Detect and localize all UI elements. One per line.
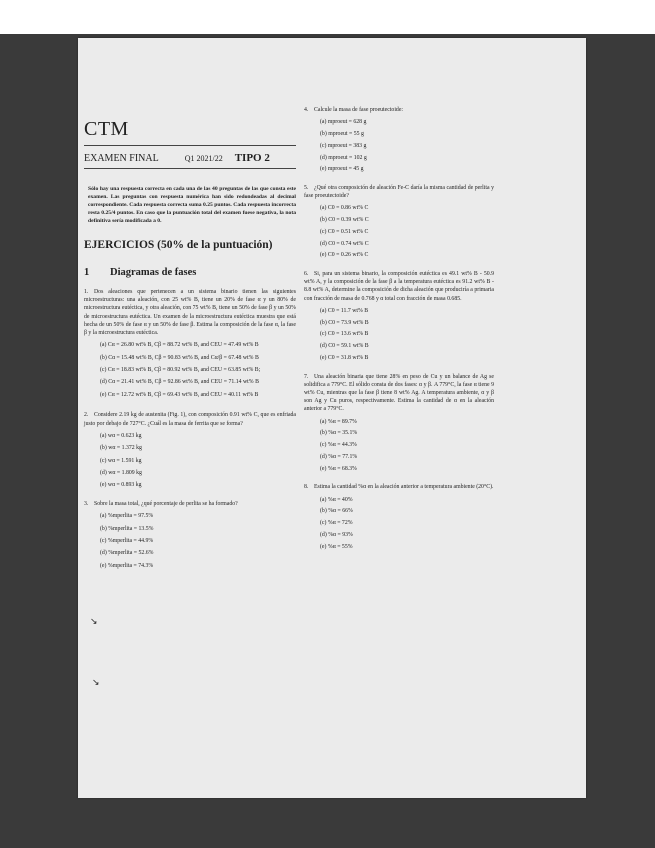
option-d[interactable]: (d) %α = 93% (320, 531, 353, 538)
option-c[interactable]: (c) %α = 72% (320, 520, 353, 527)
option-d[interactable]: (d) C0 = 59.1 wt% B (320, 343, 369, 350)
option-e[interactable]: (e) C0 = 31.8 wt% B (320, 354, 369, 361)
title-rule (84, 145, 296, 146)
option-d[interactable]: (d) wα = 1.809 kg (100, 469, 142, 476)
question-text: Calcule la masa de fase proeutectoide: (314, 107, 404, 113)
option-a[interactable]: (a) %α = 89.7% (320, 418, 357, 425)
instructions: Sólo hay una respuesta correcta en cada una de las 40 preguntas de las que consta este examen. Las preguntas con respuesta numérica han sido redondeadas al decimal correspondiente. Cada respuesta correcta suma 0.25 puntos. Cada respuesta incorrecta resta 0.25/4 puntos. En caso que la puntuación total del examen fuese negativa, la nota definitiva sería modificada a 0. (88, 186, 296, 224)
option-b[interactable]: (b) wα = 1.372 kg (100, 445, 142, 452)
question-1 (84, 288, 296, 337)
question-2 (84, 411, 296, 427)
option-d[interactable]: (d) C0 = 0.74 wt% C (320, 240, 369, 247)
option-b[interactable]: (b) %α = 35.1% (320, 430, 358, 437)
right-column (304, 106, 494, 555)
question-number: 5. (304, 184, 309, 191)
exam-tipo: TIPO 2 (234, 152, 270, 164)
question-text: ¿Qué otra composición de aleación Fe-C daría la misma cantidad de perlita y fase proeutectoide? (304, 184, 494, 200)
subsection-title (84, 267, 296, 278)
option-d[interactable]: (d) Cα = 21.41 wt% B, Cβ = 92.86 wt% B, and CEU = 71.14 wt% B (100, 379, 259, 386)
option-a[interactable]: (a) %α = 40% (320, 496, 353, 503)
question-number: 8. (304, 484, 309, 491)
question-text: Si, para un sistema binario, la composición eutéctica es 49.1 wt% B - 50.9 wt% A, y la composición de la fase β a la temperatura eutéctica es 91.2 wt% B - 8.8 wt% A, determine la composición de dicha aleación que produciría a primaria con fracción de masa de 0.768 y α total con fracción de masa 0.685. (304, 271, 494, 302)
question-8 (304, 483, 494, 491)
option-c[interactable]: (c) C0 = 13.6 wt% B (320, 331, 369, 338)
question-6-options (304, 308, 494, 363)
option-e[interactable]: (e) Cα = 12.72 wt% B, Cβ = 69.43 wt% B, and CEU = 40.11 wt% B (100, 391, 259, 398)
option-e[interactable]: (e) mproeut = 45 g (320, 166, 364, 173)
handwritten-check-mark-q2: ↘ (90, 617, 98, 627)
handwritten-check-mark-q3: ↘ (92, 678, 100, 688)
option-b[interactable]: (b) Cα = 15.48 wt% B, Cβ = 90.83 wt% B, and Cα/β = 67.48 wt% B (100, 354, 259, 361)
option-e[interactable]: (e) wα = 0.893 kg (100, 482, 142, 489)
option-a[interactable]: (a) C0 = 0.86 wt% C (320, 205, 369, 212)
question-2-options (84, 433, 296, 490)
question-number: 6. (304, 271, 309, 278)
question-text: Estima la cantidad %α en la aleación anterior a temperatura ambiente (20°C). (314, 484, 494, 491)
exam-header-line (84, 152, 296, 164)
option-d[interactable]: (d) %α = 77.1% (320, 453, 358, 460)
option-e[interactable]: (e) %mperlita = 74.3% (100, 562, 154, 569)
question-text: Considere 2.19 kg de austenita (Fig. 1), con composición 0.91 wt% C, que es enfriada justo por debajo de 727°C. ¿Cuál es la masa de ferrita que se forma? (84, 412, 296, 427)
exam-name: EXAMEN FINAL (84, 153, 159, 164)
option-b[interactable]: (b) mproeut = 55 g (320, 130, 364, 137)
question-8-options (304, 497, 494, 552)
exam-title: CTM (84, 118, 129, 140)
option-e[interactable]: (e) C0 = 0.26 wt% C (320, 252, 369, 259)
section-title: EJERCICIOS (50% de la puntuación) (84, 239, 273, 251)
option-b[interactable]: (b) C0 = 0.39 wt% C (320, 217, 369, 224)
question-text: Dos aleaciones que pertenecen a un sistema binario tienen las siguientes microestructuras: una aleación, con 25 wt% B, tiene un 20% de fase α y un 80% de microestructura eutéctica, y otra aleación, con 75 wt% B, tiene un 50% de fase β y un 50% de microestructura eutéctica. Un examen de la microestructura eutéctica muestra que está hecha de un 50% de fase α y un 50% de fase β. Estima la composición de la fase α, la fase β y la microestructura eutéctica. (84, 289, 296, 337)
option-c[interactable]: (c) Cα = 18.83 wt% B, Cβ = 80.92 wt% B, and CEU = 63.85 wt% B; (100, 367, 261, 373)
option-c[interactable]: (c) %mperlita = 44.9% (100, 537, 154, 544)
left-column (84, 108, 296, 575)
option-a[interactable]: (a) Cα = 26.80 wt% B, Cβ = 88.72 wt% B, and CEU = 47.49 wt% B (100, 342, 259, 349)
question-3 (84, 500, 296, 508)
exam-period: Q1 2021/22 (184, 154, 223, 163)
option-d[interactable]: (d) mproeut = 102 g (320, 154, 367, 161)
option-a[interactable]: (a) mproeut = 628 g (320, 119, 367, 126)
option-c[interactable]: (c) C0 = 0.51 wt% C (320, 228, 369, 235)
exam-page (78, 38, 586, 798)
option-c[interactable]: (c) wα = 1.591 kg (100, 457, 142, 464)
question-6 (304, 270, 494, 303)
subsection-label: Diagramas de fases (110, 267, 197, 278)
option-c[interactable]: (c) mproeut = 383 g (320, 142, 367, 149)
option-a[interactable]: (a) C0 = 11.7 wt% B (320, 307, 369, 314)
subsection-number: 1 (84, 267, 90, 278)
question-number: 2. (84, 412, 89, 419)
option-b[interactable]: (b) %α = 66% (320, 508, 353, 515)
option-a[interactable]: (a) wα = 0.623 kg (100, 432, 142, 439)
question-7-options (304, 419, 494, 474)
question-4-options (304, 119, 494, 174)
question-text: Una aleación binaria que tiene 28% en peso de Cu y un balance de Ag se solidifica a 779°C. El sólido consta de dos fases: α y β. A 779°C, la fase α tiene 9 wt% Cu, mientras que la fase β tiene 8 wt% Ag. A temperatura ambiente, α y β son Ag y Cu puros, respectivamente. Estima la cantidad de α en la aleación anterior a 779°C. (304, 373, 494, 413)
question-number: 1. (84, 289, 89, 295)
option-e[interactable]: (e) %α = 68.3% (320, 465, 357, 472)
question-number: 3. (84, 500, 89, 507)
option-d[interactable]: (d) %mperlita = 52.6% (100, 550, 154, 557)
option-c[interactable]: (c) %α = 44.3% (320, 442, 357, 449)
option-e[interactable]: (e) %α = 55% (320, 543, 353, 550)
option-b[interactable]: (b) %mperlita = 13.5% (100, 525, 154, 532)
question-4 (304, 106, 494, 114)
question-text: Sobre la masa total, ¿qué porcentaje de perlita se ha formado? (94, 500, 238, 507)
header-rule (84, 168, 296, 169)
question-5-options (304, 205, 494, 260)
option-a[interactable]: (a) %mperlita = 97.5% (100, 513, 154, 520)
question-5 (304, 184, 494, 200)
question-1-options (84, 342, 296, 399)
question-number: 4. (304, 107, 309, 113)
question-number: 7. (304, 373, 309, 380)
option-b[interactable]: (b) C0 = 73.9 wt% B (320, 319, 369, 326)
question-3-options (84, 513, 296, 570)
question-7 (304, 373, 494, 414)
